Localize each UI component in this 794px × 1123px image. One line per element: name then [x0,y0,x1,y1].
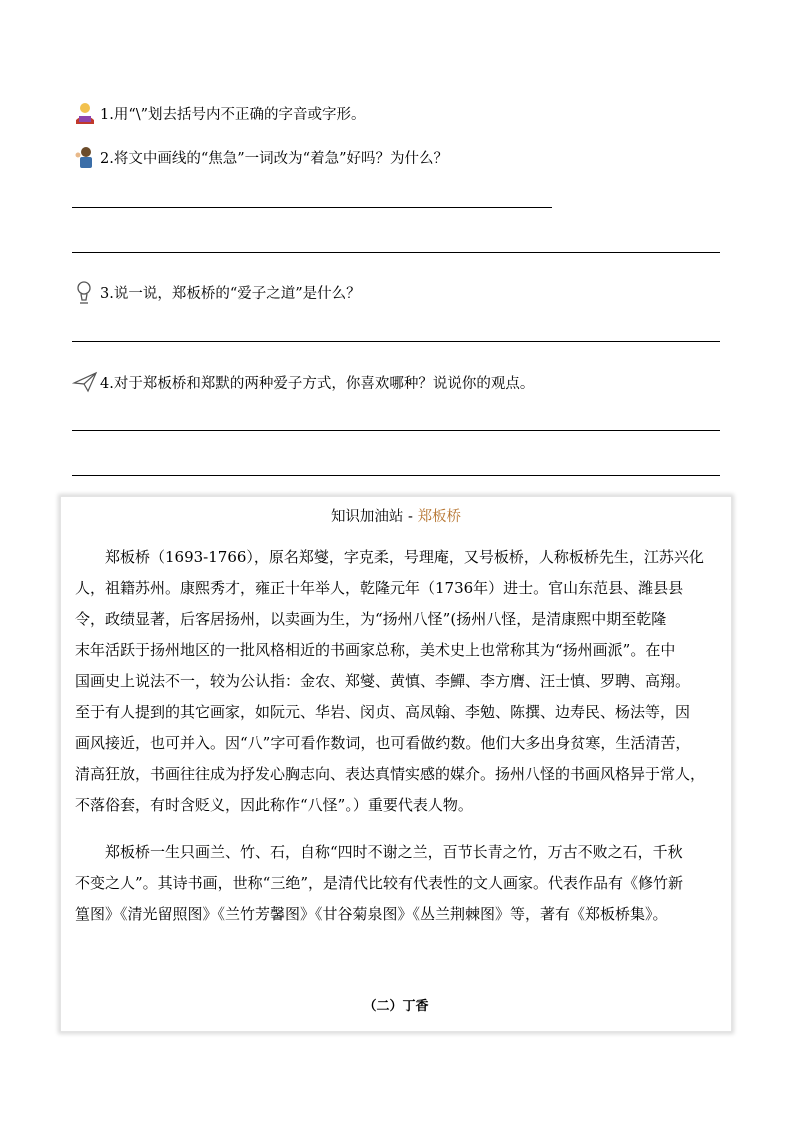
answer-line-2a[interactable] [72,207,552,208]
question-2 [72,144,448,170]
knowledge-title-highlight: 郑板桥 [417,509,462,525]
answer-line-4a[interactable] [72,430,720,431]
para1-line: 画风接近，也可并入。因“八”字可看作数词，也可看做约数。他们大多出身贫寒，生活清苦， [75,734,691,752]
answer-line-4b[interactable] [72,475,720,476]
answer-line-2b[interactable] [72,252,720,253]
question-4-text: 4.对于郑板桥和郑默的两种爱子方式，你喜欢哪种？说说你的观点。 [100,375,535,392]
question-1-text: 1.用“\”划去括号内不正确的字音或字形。 [100,106,366,123]
question-2-text: 2.将文中画线的“焦急”一词改为“着急”好吗？为什么？ [100,150,448,167]
thinking-person-icon [72,144,98,170]
para2-line: 不变之人”。其诗书画，世称“三绝”，是清代比较有代表性的文人画家。代表作品有《修竹新 [75,874,684,892]
knowledge-paragraph-1 [75,542,735,821]
knowledge-title [61,505,731,526]
question-3-text: 3.说一说，郑板桥的“爱子之道”是什么？ [100,285,361,302]
question-3 [72,279,361,305]
para1-line: 令，政绩显著，后客居扬州，以卖画为生，为“扬州八怪”(扬州八怪，是清康熙中期至乾隆 [75,610,667,628]
idea-bulb-icon [72,279,98,305]
para2-line: 郑板桥一生只画兰、竹、石，自称“四时不谢之兰，百节长青之竹，万古不败之石，千秋 [105,843,683,861]
para1-line: 国画史上说法不一，较为公认指：金农、郑燮、黄慎、李鱓、李方膺、汪士慎、罗聘、高翔。 [75,672,691,690]
section-heading: （二）丁香 [363,999,429,1014]
reading-person-icon [72,100,98,126]
question-1 [72,100,366,126]
paper-plane-icon [72,369,98,395]
para2-line: 篁图》《清光留照图》《兰竹芳馨图》《甘谷菊泉图》《丛兰荆棘图》等，著有《郑板桥集》。 [75,905,668,923]
para1-line: 郑板桥（1693-1766），原名郑燮，字克柔，号理庵，又号板桥，人称板桥先生，江苏兴化 [105,548,704,566]
question-4 [72,369,534,395]
answer-line-3[interactable] [72,341,720,342]
para1-line: 末年活跃于扬州地区的一批风格相近的书画家总称，美术史上也常称其为“扬州画派”。在中 [75,641,676,659]
knowledge-paragraph-2 [75,837,735,930]
para1-line: 清高狂放，书画往往成为抒发心胸志向、表达真情实感的媒介。扬州八怪的书画风格异于常人， [75,765,706,783]
para1-line: 人，祖籍苏州。康熙秀才，雍正十年举人，乾隆元年（1736年）进士。官山东范县、潍县县 [75,579,684,597]
para1-line: 不落俗套，有时含贬义，因此称作“八怪”。）重要代表人物。 [75,796,473,814]
para1-line: 至于有人提到的其它画家，如阮元、华岩、闵贞、高凤翰、李勉、陈撰、边寿民、杨法等，因 [75,703,691,721]
knowledge-title-prefix: 知识加油站 - [330,509,418,525]
knowledge-box [60,496,732,1032]
